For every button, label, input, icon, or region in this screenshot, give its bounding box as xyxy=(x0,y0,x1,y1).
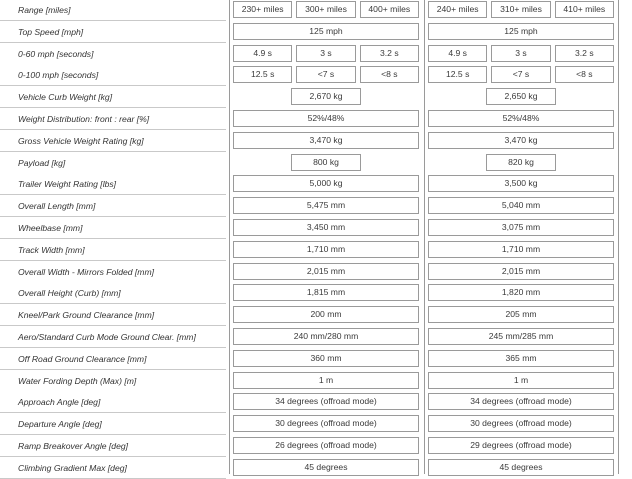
spec-value-cell: 30 degrees (offroad mode) xyxy=(233,415,419,432)
model-b-values xyxy=(426,0,616,21)
spec-value-cell: 45 degrees xyxy=(428,459,614,476)
model-a-values xyxy=(231,348,421,370)
model-b-values xyxy=(426,195,616,217)
spec-value-cell: 365 mm xyxy=(428,350,614,367)
spec-value-cell: 205 mm xyxy=(428,306,614,323)
model-a-values xyxy=(231,239,421,261)
spec-value-cell: 34 degrees (offroad mode) xyxy=(428,393,614,410)
spec-label: Overall Width - Mirrors Folded [mm] xyxy=(0,261,226,283)
model-a-values xyxy=(231,217,421,239)
spec-label: 0-100 mph [seconds] xyxy=(0,64,226,86)
spec-row xyxy=(0,282,632,304)
spec-value-cell: 5,000 kg xyxy=(233,175,419,192)
model-a-values xyxy=(231,21,421,43)
spec-value-cell: <7 s xyxy=(296,66,355,83)
spec-value-cell: 12.5 s xyxy=(428,66,487,83)
spec-label: Ramp Breakover Angle [deg] xyxy=(0,435,226,457)
spec-row xyxy=(0,108,632,130)
spec-value-cell: 125 mph xyxy=(428,23,614,40)
model-b-values xyxy=(426,152,616,174)
model-b-values xyxy=(426,326,616,348)
spec-row xyxy=(0,370,632,392)
spec-value-cell: <7 s xyxy=(491,66,550,83)
model-b-values xyxy=(426,43,616,65)
spec-value-cell: 52%/48% xyxy=(233,110,419,127)
spec-value-cell: 240+ miles xyxy=(428,1,487,18)
spec-value-cell: 400+ miles xyxy=(360,1,419,18)
spec-value-cell: 4.9 s xyxy=(428,45,487,62)
model-a-values xyxy=(231,370,421,392)
model-b-values xyxy=(426,282,616,304)
spec-value-cell: 1,710 mm xyxy=(233,241,419,258)
spec-value-cell: 5,040 mm xyxy=(428,197,614,214)
spec-value-cell: 3.2 s xyxy=(555,45,614,62)
spec-label: Payload [kg] xyxy=(0,152,226,174)
model-a-values xyxy=(231,43,421,65)
spec-label: Water Fording Depth (Max) [m] xyxy=(0,370,226,392)
model-b-values xyxy=(426,304,616,326)
spec-row xyxy=(0,261,632,283)
spec-value-cell: 2,670 kg xyxy=(291,88,361,105)
spec-label: Wheelbase [mm] xyxy=(0,217,226,239)
model-b-values xyxy=(426,108,616,130)
spec-row xyxy=(0,0,632,21)
spec-row xyxy=(0,326,632,348)
model-b-values xyxy=(426,86,616,108)
model-b-values xyxy=(426,217,616,239)
spec-value-cell: 3.2 s xyxy=(360,45,419,62)
spec-value-cell: 360 mm xyxy=(233,350,419,367)
spec-value-cell: 240 mm/280 mm xyxy=(233,328,419,345)
spec-label: Trailer Weight Rating [lbs] xyxy=(0,173,226,195)
spec-value-cell: 3,470 kg xyxy=(233,132,419,149)
model-a-values xyxy=(231,391,421,413)
spec-value-cell: 410+ miles xyxy=(555,1,614,18)
spec-row xyxy=(0,130,632,152)
spec-value-cell: 30 degrees (offroad mode) xyxy=(428,415,614,432)
spec-value-cell: 45 degrees xyxy=(233,459,419,476)
spec-row xyxy=(0,86,632,108)
model-b-values xyxy=(426,261,616,283)
spec-label: Weight Distribution: front : rear [%] xyxy=(0,108,226,130)
spec-value-cell: 52%/48% xyxy=(428,110,614,127)
spec-label: Kneel/Park Ground Clearance [mm] xyxy=(0,304,226,326)
model-a-values xyxy=(231,152,421,174)
spec-label: Off Road Ground Clearance [mm] xyxy=(0,348,226,370)
spec-label: Climbing Gradient Max [deg] xyxy=(0,457,226,479)
spec-value-cell: 1 m xyxy=(428,372,614,389)
model-a-values xyxy=(231,195,421,217)
model-b-values xyxy=(426,64,616,86)
model-b-values xyxy=(426,173,616,195)
spec-label: Top Speed [mph] xyxy=(0,21,226,43)
spec-value-cell: 4.9 s xyxy=(233,45,292,62)
spec-row xyxy=(0,413,632,435)
model-a-values xyxy=(231,108,421,130)
spec-label: Gross Vehicle Weight Rating [kg] xyxy=(0,130,226,152)
model-a-values xyxy=(231,282,421,304)
spec-value-cell: 1,820 mm xyxy=(428,284,614,301)
model-b-values xyxy=(426,435,616,457)
spec-row xyxy=(0,435,632,457)
spec-value-cell: 2,015 mm xyxy=(428,263,614,280)
spec-label: Departure Angle [deg] xyxy=(0,413,226,435)
spec-label: Overall Height (Curb) [mm] xyxy=(0,282,226,304)
spec-value-cell: 3,500 kg xyxy=(428,175,614,192)
spec-value-cell: 3,450 mm xyxy=(233,219,419,236)
model-a-values xyxy=(231,130,421,152)
model-a-values xyxy=(231,64,421,86)
spec-value-cell: 245 mm/285 mm xyxy=(428,328,614,345)
spec-row xyxy=(0,239,632,261)
spec-row xyxy=(0,457,632,479)
model-b-values xyxy=(426,348,616,370)
spec-row xyxy=(0,391,632,413)
model-b-values xyxy=(426,457,616,479)
spec-row xyxy=(0,348,632,370)
spec-value-cell: 29 degrees (offroad mode) xyxy=(428,437,614,454)
spec-value-cell: 2,015 mm xyxy=(233,263,419,280)
spec-row xyxy=(0,21,632,43)
spec-value-cell: 5,475 mm xyxy=(233,197,419,214)
spec-value-cell: 200 mm xyxy=(233,306,419,323)
spec-value-cell: <8 s xyxy=(555,66,614,83)
spec-label: 0-60 mph [seconds] xyxy=(0,43,226,65)
model-b-values xyxy=(426,413,616,435)
spec-value-cell: 125 mph xyxy=(233,23,419,40)
spec-row xyxy=(0,152,632,174)
spec-value-cell: 3,075 mm xyxy=(428,219,614,236)
model-a-values xyxy=(231,435,421,457)
spec-value-cell: 230+ miles xyxy=(233,1,292,18)
model-a-values xyxy=(231,86,421,108)
spec-value-cell: <8 s xyxy=(360,66,419,83)
spec-label: Range [miles] xyxy=(0,0,226,21)
model-b-values xyxy=(426,21,616,43)
spec-row xyxy=(0,217,632,239)
spec-row xyxy=(0,64,632,86)
spec-row xyxy=(0,43,632,65)
spec-label: Overall Length [mm] xyxy=(0,195,226,217)
spec-value-cell: 3 s xyxy=(491,45,550,62)
spec-value-cell: 310+ miles xyxy=(491,1,550,18)
spec-label: Approach Angle [deg] xyxy=(0,391,226,413)
spec-value-cell: 2,650 kg xyxy=(486,88,556,105)
model-a-values xyxy=(231,457,421,479)
spec-value-cell: 26 degrees (offroad mode) xyxy=(233,437,419,454)
spec-label: Track Width [mm] xyxy=(0,239,226,261)
spec-value-cell: 3,470 kg xyxy=(428,132,614,149)
model-b-values xyxy=(426,370,616,392)
model-a-values xyxy=(231,173,421,195)
spec-value-cell: 300+ miles xyxy=(296,1,355,18)
spec-label: Aero/Standard Curb Mode Ground Clear. [mm] xyxy=(0,326,226,348)
model-b-values xyxy=(426,391,616,413)
model-a-values xyxy=(231,413,421,435)
spec-row xyxy=(0,173,632,195)
spec-value-cell: 12.5 s xyxy=(233,66,292,83)
spec-value-cell: 820 kg xyxy=(486,154,556,171)
spec-row xyxy=(0,304,632,326)
model-a-values xyxy=(231,304,421,326)
spec-value-cell: 3 s xyxy=(296,45,355,62)
spec-value-cell: 34 degrees (offroad mode) xyxy=(233,393,419,410)
spec-value-cell: 1 m xyxy=(233,372,419,389)
model-b-values xyxy=(426,239,616,261)
spec-value-cell: 1,815 mm xyxy=(233,284,419,301)
spec-value-cell: 1,710 mm xyxy=(428,241,614,258)
spec-row xyxy=(0,195,632,217)
spec-value-cell: 800 kg xyxy=(291,154,361,171)
model-b-values xyxy=(426,130,616,152)
spec-label: Vehicle Curb Weight [kg] xyxy=(0,86,226,108)
model-a-values xyxy=(231,326,421,348)
model-a-values xyxy=(231,261,421,283)
model-a-values xyxy=(231,0,421,21)
